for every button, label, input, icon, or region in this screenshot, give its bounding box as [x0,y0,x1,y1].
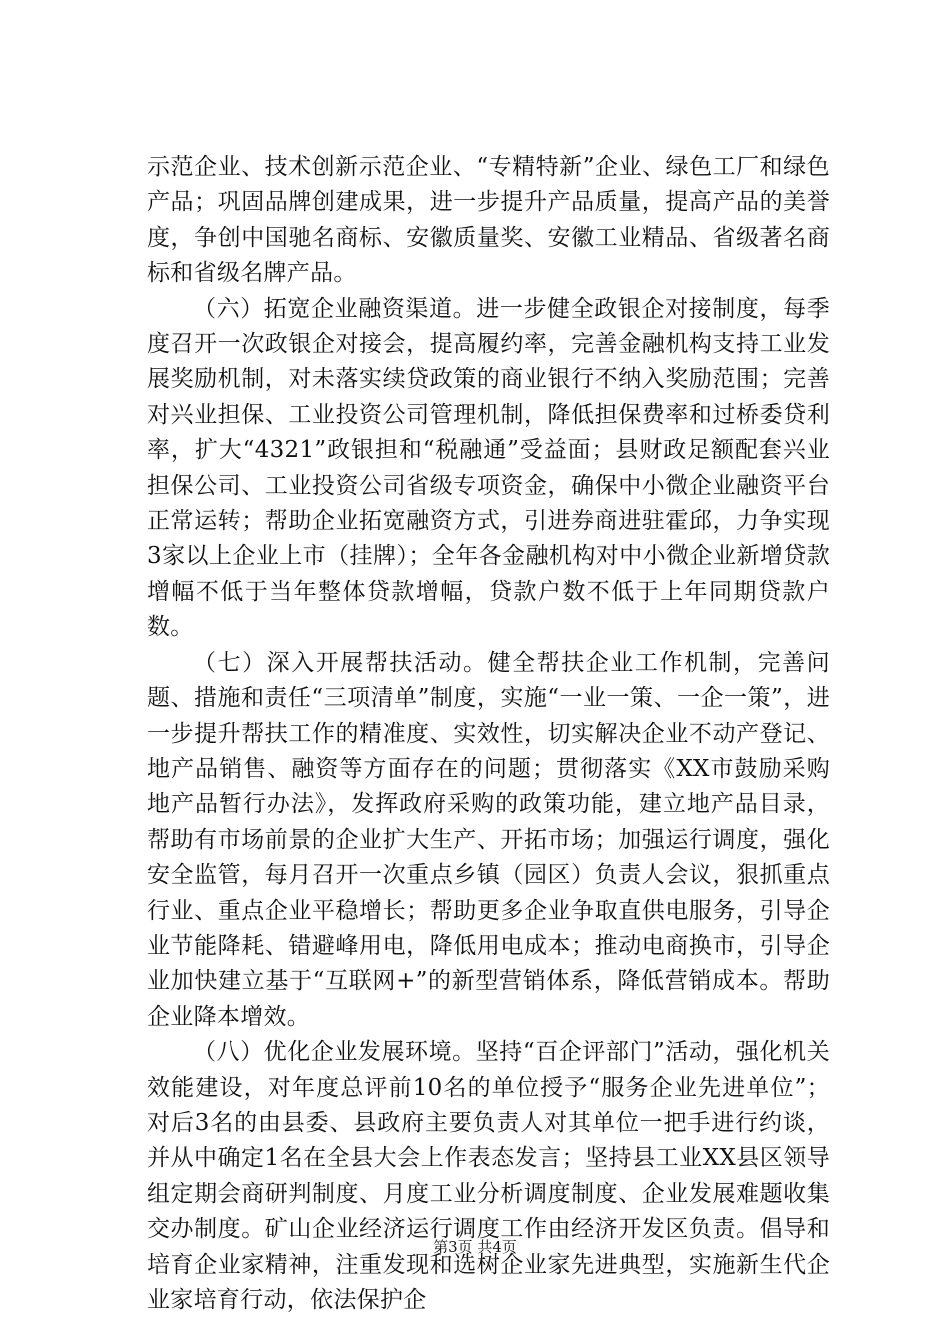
paragraph-financing-channels: （六）拓宽企业融资渠道。进一步健全政银企对接制度，每季度召开一次政银企对接会，提高履约率，完善金融机构支持工业发展奖励机制，对未落实续贷政策的商业银行不纳入奖励范围；完善对兴业担保、工业投资公司管理机制，降低担保费率和过桥委贷利率，扩大“4321”政银担和“税融通”受益面；县财政足额配套兴业担保公司、工业投资公司省级专项资金，确保中小微企业融资平台正常运转；帮助企业拓宽融资方式，引进券商进驻霍邱，力争实现3家以上企业上市（挂牌）；全年各金融机构对中小微企业新增贷款增幅不低于当年整体贷款增幅，贷款户数不低于上年同期贷款户数。 [147,295,830,641]
document-body [147,150,830,1318]
page-footer: 第3页 共4页 [433,1238,517,1256]
paragraph-business-environment: （八）优化企业发展环境。坚持“百企评部门”活动，强化机关效能建设，对年度总评前10名的单位授予“服务企业先进单位”；对后3名的由县委、县政府主要负责人对其单位一把手进行约谈，并从中确定1名在全县大会上作表态发言；坚持县工业XX县区领导组定期会商研判制度、月度工业分析调度制度、企业发展难题收集交办制度。矿山企业经济运行调度工作由经济开发区负责。倡导和培育企业家精神，注重发现和选树企业家先进典型，实施新生代企业家培育行动，依法保护企 [147,1039,830,1313]
paragraph-continuation: 示范企业、技术创新示范企业、“专精特新”企业、绿色工厂和绿色产品；巩固品牌创建成果，进一步提升产品质量，提高产品的美誉度，争创中国驰名商标、安徽质量奖、安徽工业精品、省级著名商标和省级名牌产品。 [147,154,830,287]
paragraph-assistance-activities: （七）深入开展帮扶活动。健全帮扶企业工作机制，完善问题、措施和责任“三项清单”制度，实施“一业一策、一企一策”，进一步提升帮扶工作的精准度、实效性，切实解决企业不动产登记、地产品销售、融资等方面存在的问题；贯彻落实《XX市鼓励采购地产品暂行办法》，发挥政府采购的政策功能，建立地产品目录，帮助有市场前景的企业扩大生产、开拓市场；加强运行调度，强化安全监管，每月召开一次重点乡镇（园区）负责人会议，狠抓重点行业、重点企业平稳增长；帮助更多企业争取直供电服务，引导企业节能降耗、错避峰用电，降低用电成本；推动电商换市，引导企业加快建立基于“互联网+”的新型营销体系，降低营销成本。帮助企业降本增效。 [147,649,830,1030]
